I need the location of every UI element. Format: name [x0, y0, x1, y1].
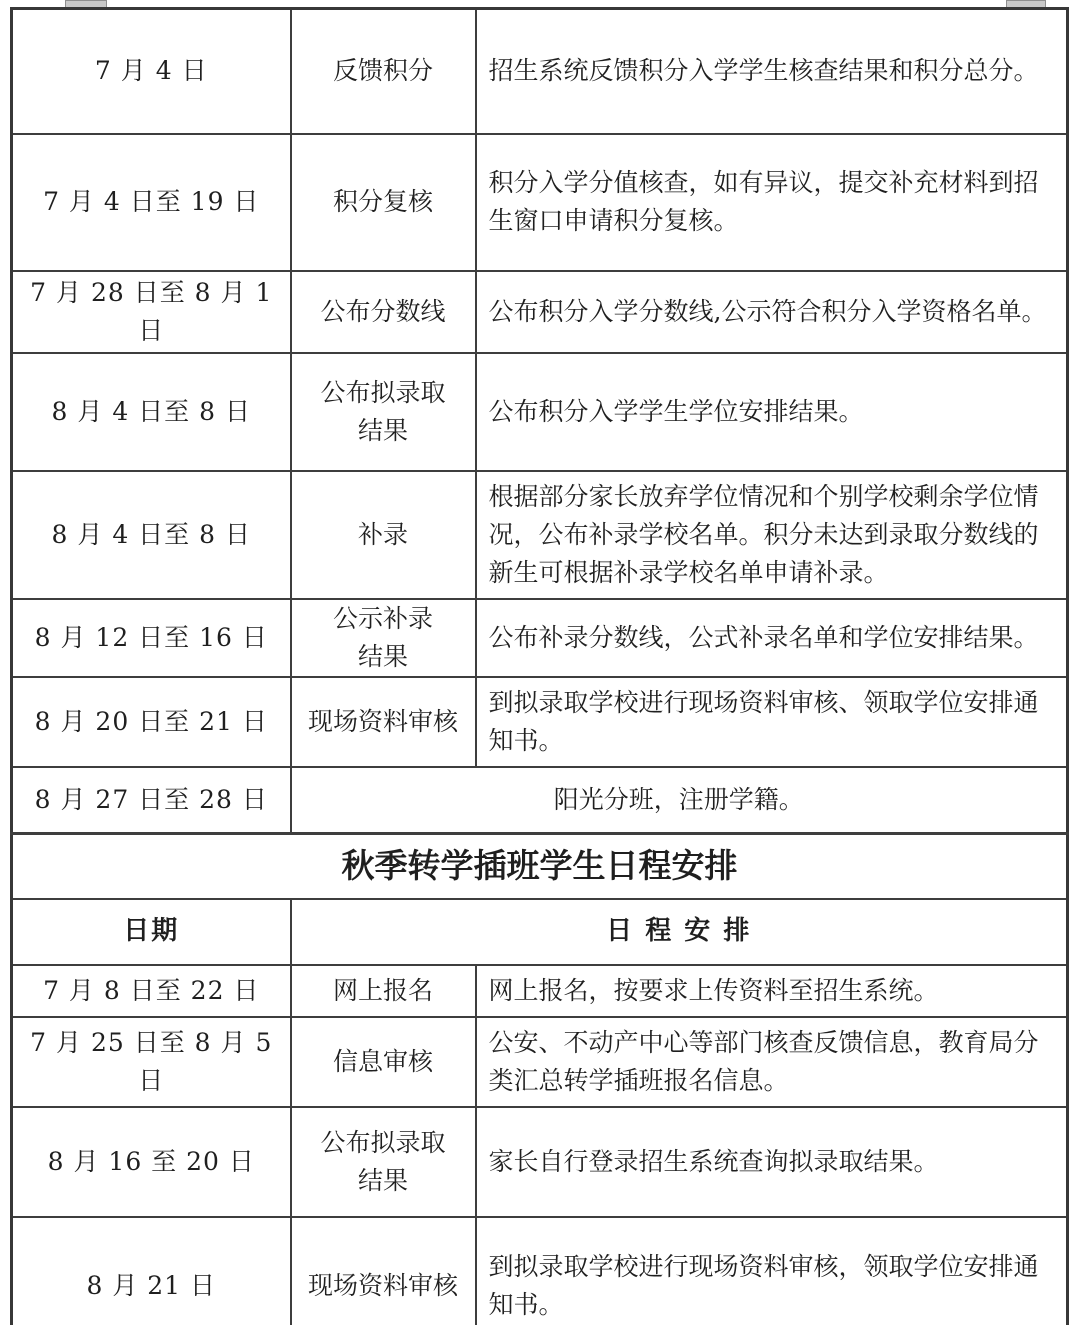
activity-cell: 公示补录 结果 — [291, 599, 476, 677]
table-row — [12, 599, 1068, 677]
table-row — [12, 1107, 1068, 1217]
table-row — [12, 353, 1068, 471]
activity-cell: 积分复核 — [291, 134, 476, 271]
enrollment-schedule-table — [10, 7, 1069, 1325]
table-header-row — [12, 899, 1068, 965]
activity-cell: 公布分数线 — [291, 271, 476, 353]
table-row — [12, 134, 1068, 271]
description-cell: 公布积分入学学生学位安排结果。 — [476, 353, 1068, 471]
description-cell: 家长自行登录招生系统查询拟录取结果。 — [476, 1107, 1068, 1217]
table-row — [12, 1217, 1068, 1325]
description-cell: 公布补录分数线，公式补录名单和学位安排结果。 — [476, 599, 1068, 677]
description-cell: 招生系统反馈积分入学学生核查结果和积分总分。 — [476, 9, 1068, 134]
activity-cell: 网上报名 — [291, 965, 476, 1017]
date-cell: 8 月 4 日至 8 日 — [12, 353, 291, 471]
table-row-merged — [12, 767, 1068, 834]
description-cell: 到拟录取学校进行现场资料审核，领取学位安排通知书。 — [476, 1217, 1068, 1325]
description-cell: 网上报名，按要求上传资料至招生系统。 — [476, 965, 1068, 1017]
activity-cell: 公布拟录取 结果 — [291, 1107, 476, 1217]
section-title-row — [12, 834, 1068, 899]
description-cell: 积分入学分值核查，如有异议，提交补充材料到招生窗口申请积分复核。 — [476, 134, 1068, 271]
date-cell: 8 月 21 日 — [12, 1217, 291, 1325]
description-cell: 公布积分入学分数线,公示符合积分入学资格名单。 — [476, 271, 1068, 353]
date-cell: 7 月 25 日至 8 月 5 日 — [12, 1017, 291, 1107]
date-column-header: 日期 — [12, 899, 291, 965]
activity-cell: 现场资料审核 — [291, 677, 476, 767]
activity-cell: 公布拟录取 结果 — [291, 353, 476, 471]
description-cell: 公安、不动产中心等部门核查反馈信息，教育局分类汇总转学插班报名信息。 — [476, 1017, 1068, 1107]
table-row — [12, 1017, 1068, 1107]
description-cell: 根据部分家长放弃学位情况和个别学校剩余学位情况，公布补录学校名单。积分未达到录取分数线的新生可根据补录学校名单申请补录。 — [476, 471, 1068, 599]
date-cell: 7 月 4 日至 19 日 — [12, 134, 291, 271]
date-cell: 7 月 8 日至 22 日 — [12, 965, 291, 1017]
date-cell: 8 月 20 日至 21 日 — [12, 677, 291, 767]
date-cell: 7 月 28 日至 8 月 1 日 — [12, 271, 291, 353]
table-row — [12, 471, 1068, 599]
description-cell: 到拟录取学校进行现场资料审核、领取学位安排通知书。 — [476, 677, 1068, 767]
date-cell: 8 月 4 日至 8 日 — [12, 471, 291, 599]
activity-cell: 补录 — [291, 471, 476, 599]
date-cell: 8 月 27 日至 28 日 — [12, 767, 291, 834]
table-row — [12, 677, 1068, 767]
activity-cell: 现场资料审核 — [291, 1217, 476, 1325]
date-cell: 8 月 12 日至 16 日 — [12, 599, 291, 677]
table-row — [12, 965, 1068, 1017]
date-cell: 7 月 4 日 — [12, 9, 291, 134]
table-row — [12, 9, 1068, 134]
table-row — [12, 271, 1068, 353]
activity-cell: 信息审核 — [291, 1017, 476, 1107]
activity-cell: 反馈积分 — [291, 9, 476, 134]
schedule-column-header: 日 程 安 排 — [291, 899, 1068, 965]
date-cell: 8 月 16 至 20 日 — [12, 1107, 291, 1217]
merged-description-cell: 阳光分班，注册学籍。 — [291, 767, 1068, 834]
section-title: 秋季转学插班学生日程安排 — [12, 834, 1068, 899]
